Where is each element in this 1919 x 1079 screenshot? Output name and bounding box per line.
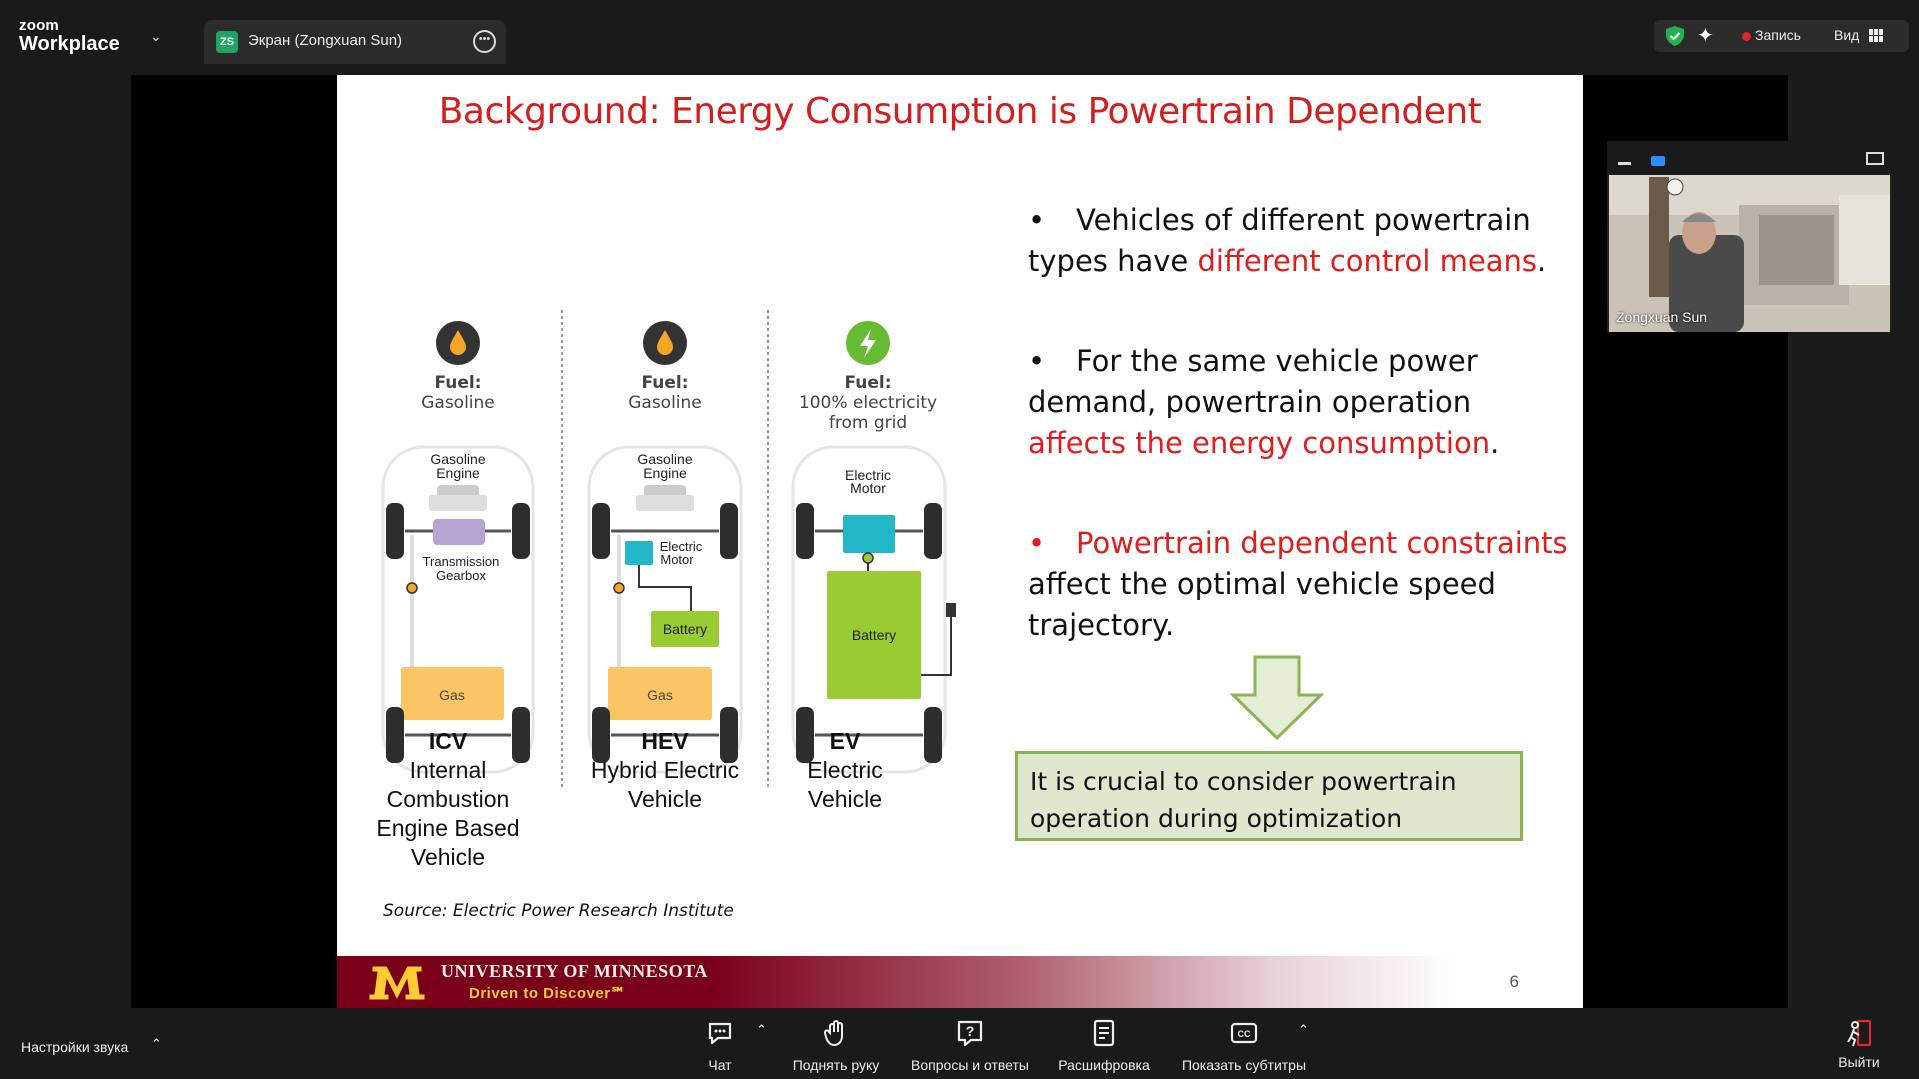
transcript-button[interactable] xyxy=(1054,1018,1154,1073)
vehicle-name-line: Vehicle xyxy=(807,786,883,812)
share-title: Экран (Zongxuan Sun) xyxy=(248,32,403,49)
page-number: 6 xyxy=(1509,972,1519,991)
svg-text:Gas: Gas xyxy=(647,687,673,703)
svg-text:Battery: Battery xyxy=(851,627,897,643)
chevron-up-icon[interactable]: ⌃ xyxy=(756,1022,767,1037)
engine-icon xyxy=(429,485,487,511)
chat-label: Чат xyxy=(708,1057,732,1073)
vehicle-name-line: Electric xyxy=(807,757,883,783)
closed-captions-icon xyxy=(1229,1018,1259,1048)
vehicle-abbr: HEV xyxy=(641,728,689,754)
trans-label: Transmission xyxy=(422,554,500,569)
chevron-down-icon[interactable]: ⌄ xyxy=(150,28,162,44)
down-arrow-icon xyxy=(1230,655,1324,741)
svg-text:Battery: Battery xyxy=(662,621,708,637)
leave-button[interactable] xyxy=(1834,1018,1884,1070)
umn-m-logo xyxy=(367,964,427,1002)
university-name: UNIVERSITY OF MINNESOTA xyxy=(441,961,708,981)
chevron-up-icon[interactable]: ⌃ xyxy=(151,1036,162,1051)
svg-text:Electric: Electric xyxy=(659,539,703,554)
bullet-item: • Vehicles of different powertrain types have different control means. xyxy=(1028,203,1547,278)
shield-check-icon[interactable] xyxy=(1664,25,1686,47)
ai-companion-icon[interactable]: ✦ xyxy=(1697,25,1714,47)
vehicle-abbr: ICV xyxy=(428,728,468,754)
bullet-list xyxy=(1028,200,1568,705)
transcript-label: Расшифровка xyxy=(1058,1057,1150,1073)
powertrain-diagram xyxy=(357,235,997,795)
qa-button[interactable] xyxy=(905,1018,1035,1073)
participant-name: Zongxuan Sun xyxy=(1616,309,1708,325)
fuel-type: Gasoline xyxy=(421,393,495,413)
electric-motor-box xyxy=(843,515,895,553)
svg-text:Gasoline: Gasoline xyxy=(637,451,693,467)
slide-footer xyxy=(337,956,1583,1008)
slide-title: Background: Energy Consumption is Powertrain Dependent xyxy=(438,91,1482,132)
svg-text:CC: CC xyxy=(1237,1029,1251,1039)
hev-diagram xyxy=(589,321,741,772)
chevron-up-icon[interactable]: ⌃ xyxy=(1298,1022,1309,1037)
raise-hand-button[interactable] xyxy=(784,1018,888,1073)
engine-label: Gasoline xyxy=(430,451,486,467)
icv-label xyxy=(373,727,523,872)
raise-hand-label: Поднять руку xyxy=(792,1057,880,1073)
leave-icon xyxy=(1844,1018,1874,1048)
transcript-icon xyxy=(1089,1018,1119,1048)
svg-text:Gas: Gas xyxy=(439,687,465,703)
expand-icon[interactable] xyxy=(1866,152,1884,165)
source-citation: Source: Electric Power Research Institute xyxy=(383,901,734,921)
icv-diagram xyxy=(383,321,533,772)
vehicle-abbr: EV xyxy=(829,728,861,754)
question-icon xyxy=(955,1018,985,1048)
svg-text:Engine: Engine xyxy=(643,465,687,481)
university-tagline: Driven to Discover℠ xyxy=(469,985,627,1002)
qa-label: Вопросы и ответы xyxy=(911,1057,1029,1073)
chat-icon xyxy=(705,1018,735,1048)
zoom-workplace-menu[interactable] xyxy=(19,18,120,54)
fuel-type: Gasoline xyxy=(628,393,702,413)
meeting-status-bar xyxy=(1654,20,1909,52)
fuel-label: Fuel: xyxy=(844,373,892,393)
more-options-icon[interactable]: ••• xyxy=(473,30,496,53)
participant-badge: ZS xyxy=(216,31,238,53)
bullet-item: • For the same vehicle power demand, powertrain operation affects the energy consumption. xyxy=(1028,344,1500,460)
trans-label: Gearbox xyxy=(436,568,486,583)
transmission-box xyxy=(433,519,485,545)
fuel-label: Fuel: xyxy=(641,373,689,393)
vehicle-name-line: Hybrid Electric xyxy=(590,757,740,783)
ev-label xyxy=(785,727,905,814)
participant-video-tile[interactable] xyxy=(1607,141,1892,332)
video-camera-icon[interactable] xyxy=(1651,156,1665,166)
vehicle-name-line: Vehicle xyxy=(627,786,703,812)
vehicle-name-line: Vehicle xyxy=(410,844,486,870)
leave-label: Выйти xyxy=(1838,1054,1880,1070)
top-bar xyxy=(0,0,1919,66)
tile-header xyxy=(1607,141,1892,175)
bullet-item: • Powertrain dependent constraints affect the optimal vehicle speed trajectory. xyxy=(1028,526,1568,642)
svg-text:Motor: Motor xyxy=(660,552,694,567)
plug-icon xyxy=(946,603,956,617)
brand-top: zoom xyxy=(19,17,59,34)
vehicle-name-line: Internal xyxy=(409,757,487,783)
screen-share-tab[interactable] xyxy=(204,20,506,64)
svg-text:Motor: Motor xyxy=(850,480,886,496)
raise-hand-icon xyxy=(821,1018,851,1048)
captions-button[interactable] xyxy=(1174,1018,1314,1073)
electric-motor-box xyxy=(625,541,653,565)
svg-text:?: ? xyxy=(965,1023,975,1039)
view-button[interactable]: Вид xyxy=(1834,27,1860,43)
meeting-toolbar xyxy=(0,1008,1919,1079)
captions-label: Показать субтитры xyxy=(1181,1057,1307,1073)
hev-label xyxy=(575,727,755,814)
fuel-label: Fuel: xyxy=(434,373,482,393)
fuel-type: from grid xyxy=(828,413,908,433)
vehicle-name-line: Combustion xyxy=(386,786,510,812)
ev-diagram xyxy=(793,321,956,772)
audio-settings-button[interactable]: Настройки звука xyxy=(21,1039,129,1055)
vehicle-name-line: Engine Based xyxy=(376,815,520,841)
chat-button[interactable] xyxy=(700,1018,740,1073)
shared-slide xyxy=(337,75,1583,1008)
engine-label: Engine xyxy=(436,465,480,481)
svg-text:Electric: Electric xyxy=(845,467,891,483)
grid-view-icon[interactable] xyxy=(1869,29,1883,42)
recording-dot-icon xyxy=(1742,32,1751,41)
conclusion-box: It is crucial to consider powertrain operation during optimization xyxy=(1015,751,1523,841)
minimize-icon[interactable] xyxy=(1618,162,1631,165)
fuel-type: 100% electricity xyxy=(798,393,938,413)
recording-label[interactable]: Запись xyxy=(1755,27,1801,43)
brand-bottom: Workplace xyxy=(19,33,120,55)
